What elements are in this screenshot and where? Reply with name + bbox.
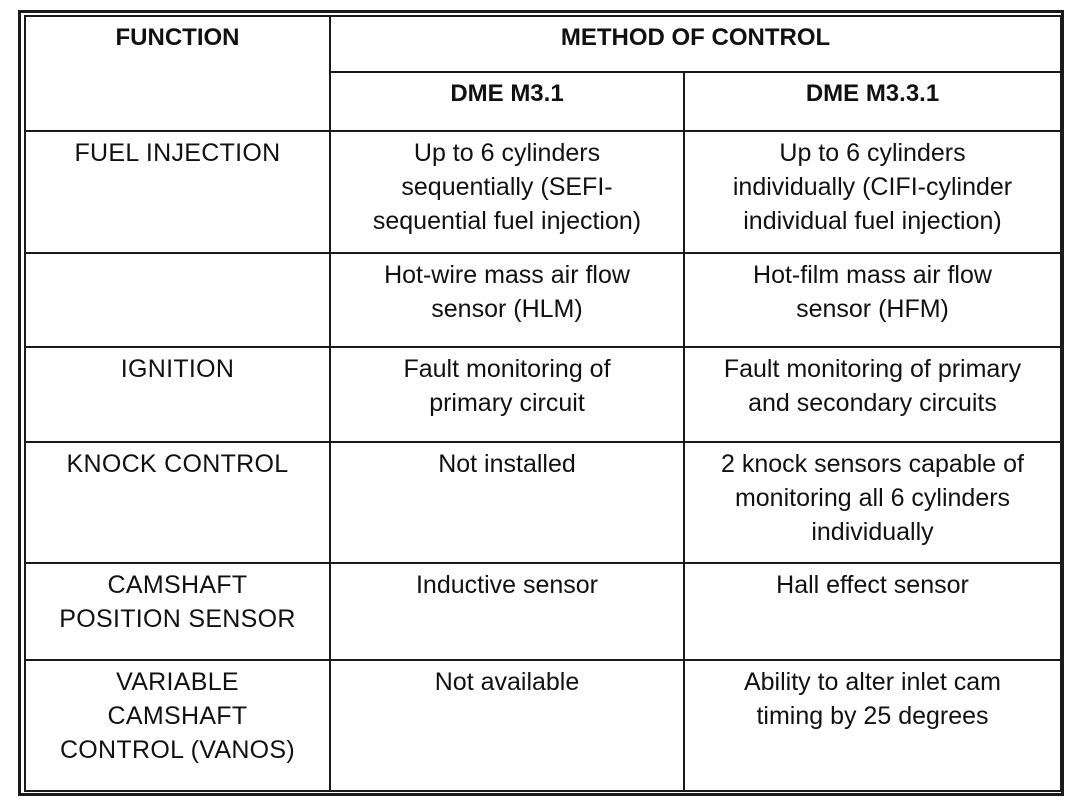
m331-cell <box>684 660 1061 791</box>
cell-line: sensor (HFM) <box>796 295 949 324</box>
dme-m31-header: DME M3.1 <box>330 72 684 130</box>
cell-line: CONTROL (VANOS) <box>59 736 296 765</box>
cell-line: Up to 6 cylinders <box>779 138 966 167</box>
m31-cell <box>330 253 684 346</box>
m31-cell <box>330 563 684 661</box>
cell-line: FUEL INJECTION <box>74 138 281 167</box>
function-cell <box>25 442 330 563</box>
cell-line: IGNITION <box>120 354 235 383</box>
cell-line: sequential fuel injection) <box>372 206 642 235</box>
cell-line: individually <box>811 518 934 547</box>
m31-cell <box>330 347 684 442</box>
table-row <box>25 660 1061 791</box>
cell-line: Ability to alter inlet cam <box>743 668 1002 697</box>
cell-line: individually (CIFI-cylinder <box>732 172 1013 201</box>
table-row <box>25 253 1061 346</box>
table-row <box>25 131 1061 254</box>
m331-cell <box>684 563 1061 661</box>
m31-cell <box>330 442 684 563</box>
table-row <box>25 347 1061 442</box>
header-row <box>25 16 1061 72</box>
cell-line: Inductive sensor <box>415 570 599 599</box>
function-cell <box>25 660 330 791</box>
cell-line: sequentially (SEFI- <box>401 172 613 201</box>
cell-line: 2 knock sensors capable of <box>721 450 1024 479</box>
cell-line: monitoring all 6 cylinders <box>734 484 1011 513</box>
method-of-control-table <box>24 15 1062 792</box>
cell-line: individual fuel injection) <box>743 206 1002 235</box>
cell-line: Hall effect sensor <box>776 570 969 599</box>
cell-line: sensor (HLM) <box>431 295 583 324</box>
m331-cell <box>684 442 1061 563</box>
cell-line: Not installed <box>438 450 576 479</box>
m331-cell <box>684 253 1061 346</box>
cell-line: and secondary circuits <box>748 388 997 417</box>
m331-cell <box>684 347 1061 442</box>
cell-line: VARIABLE <box>116 668 239 697</box>
m31-cell <box>330 660 684 791</box>
table-row <box>25 563 1061 661</box>
m31-cell <box>330 131 684 254</box>
function-cell <box>25 347 330 442</box>
cell-line: KNOCK CONTROL <box>66 450 289 479</box>
cell-line: POSITION SENSOR <box>59 604 296 633</box>
cell-line: Fault monitoring of primary <box>723 354 1022 383</box>
cell-line: Hot-wire mass air flow <box>384 261 630 290</box>
cell-line: primary circuit <box>429 388 585 417</box>
cell-line: timing by 25 degrees <box>756 702 989 731</box>
function-cell <box>25 131 330 254</box>
function-cell <box>25 253 330 346</box>
function-header: FUNCTION <box>25 16 330 131</box>
method-of-control-header: METHOD OF CONTROL <box>330 16 1061 72</box>
cell-line: Not available <box>434 668 580 697</box>
function-cell <box>25 563 330 661</box>
m331-cell <box>684 131 1061 254</box>
cell-line: CAMSHAFT <box>107 570 248 599</box>
cell-line: Hot-film mass air flow <box>753 261 992 290</box>
cell-line: Fault monitoring of <box>403 354 611 383</box>
dme-m331-header: DME M3.3.1 <box>684 72 1061 130</box>
cell-line: CAMSHAFT <box>107 702 248 731</box>
table-row <box>25 442 1061 563</box>
cell-line: Up to 6 cylinders <box>413 138 601 167</box>
